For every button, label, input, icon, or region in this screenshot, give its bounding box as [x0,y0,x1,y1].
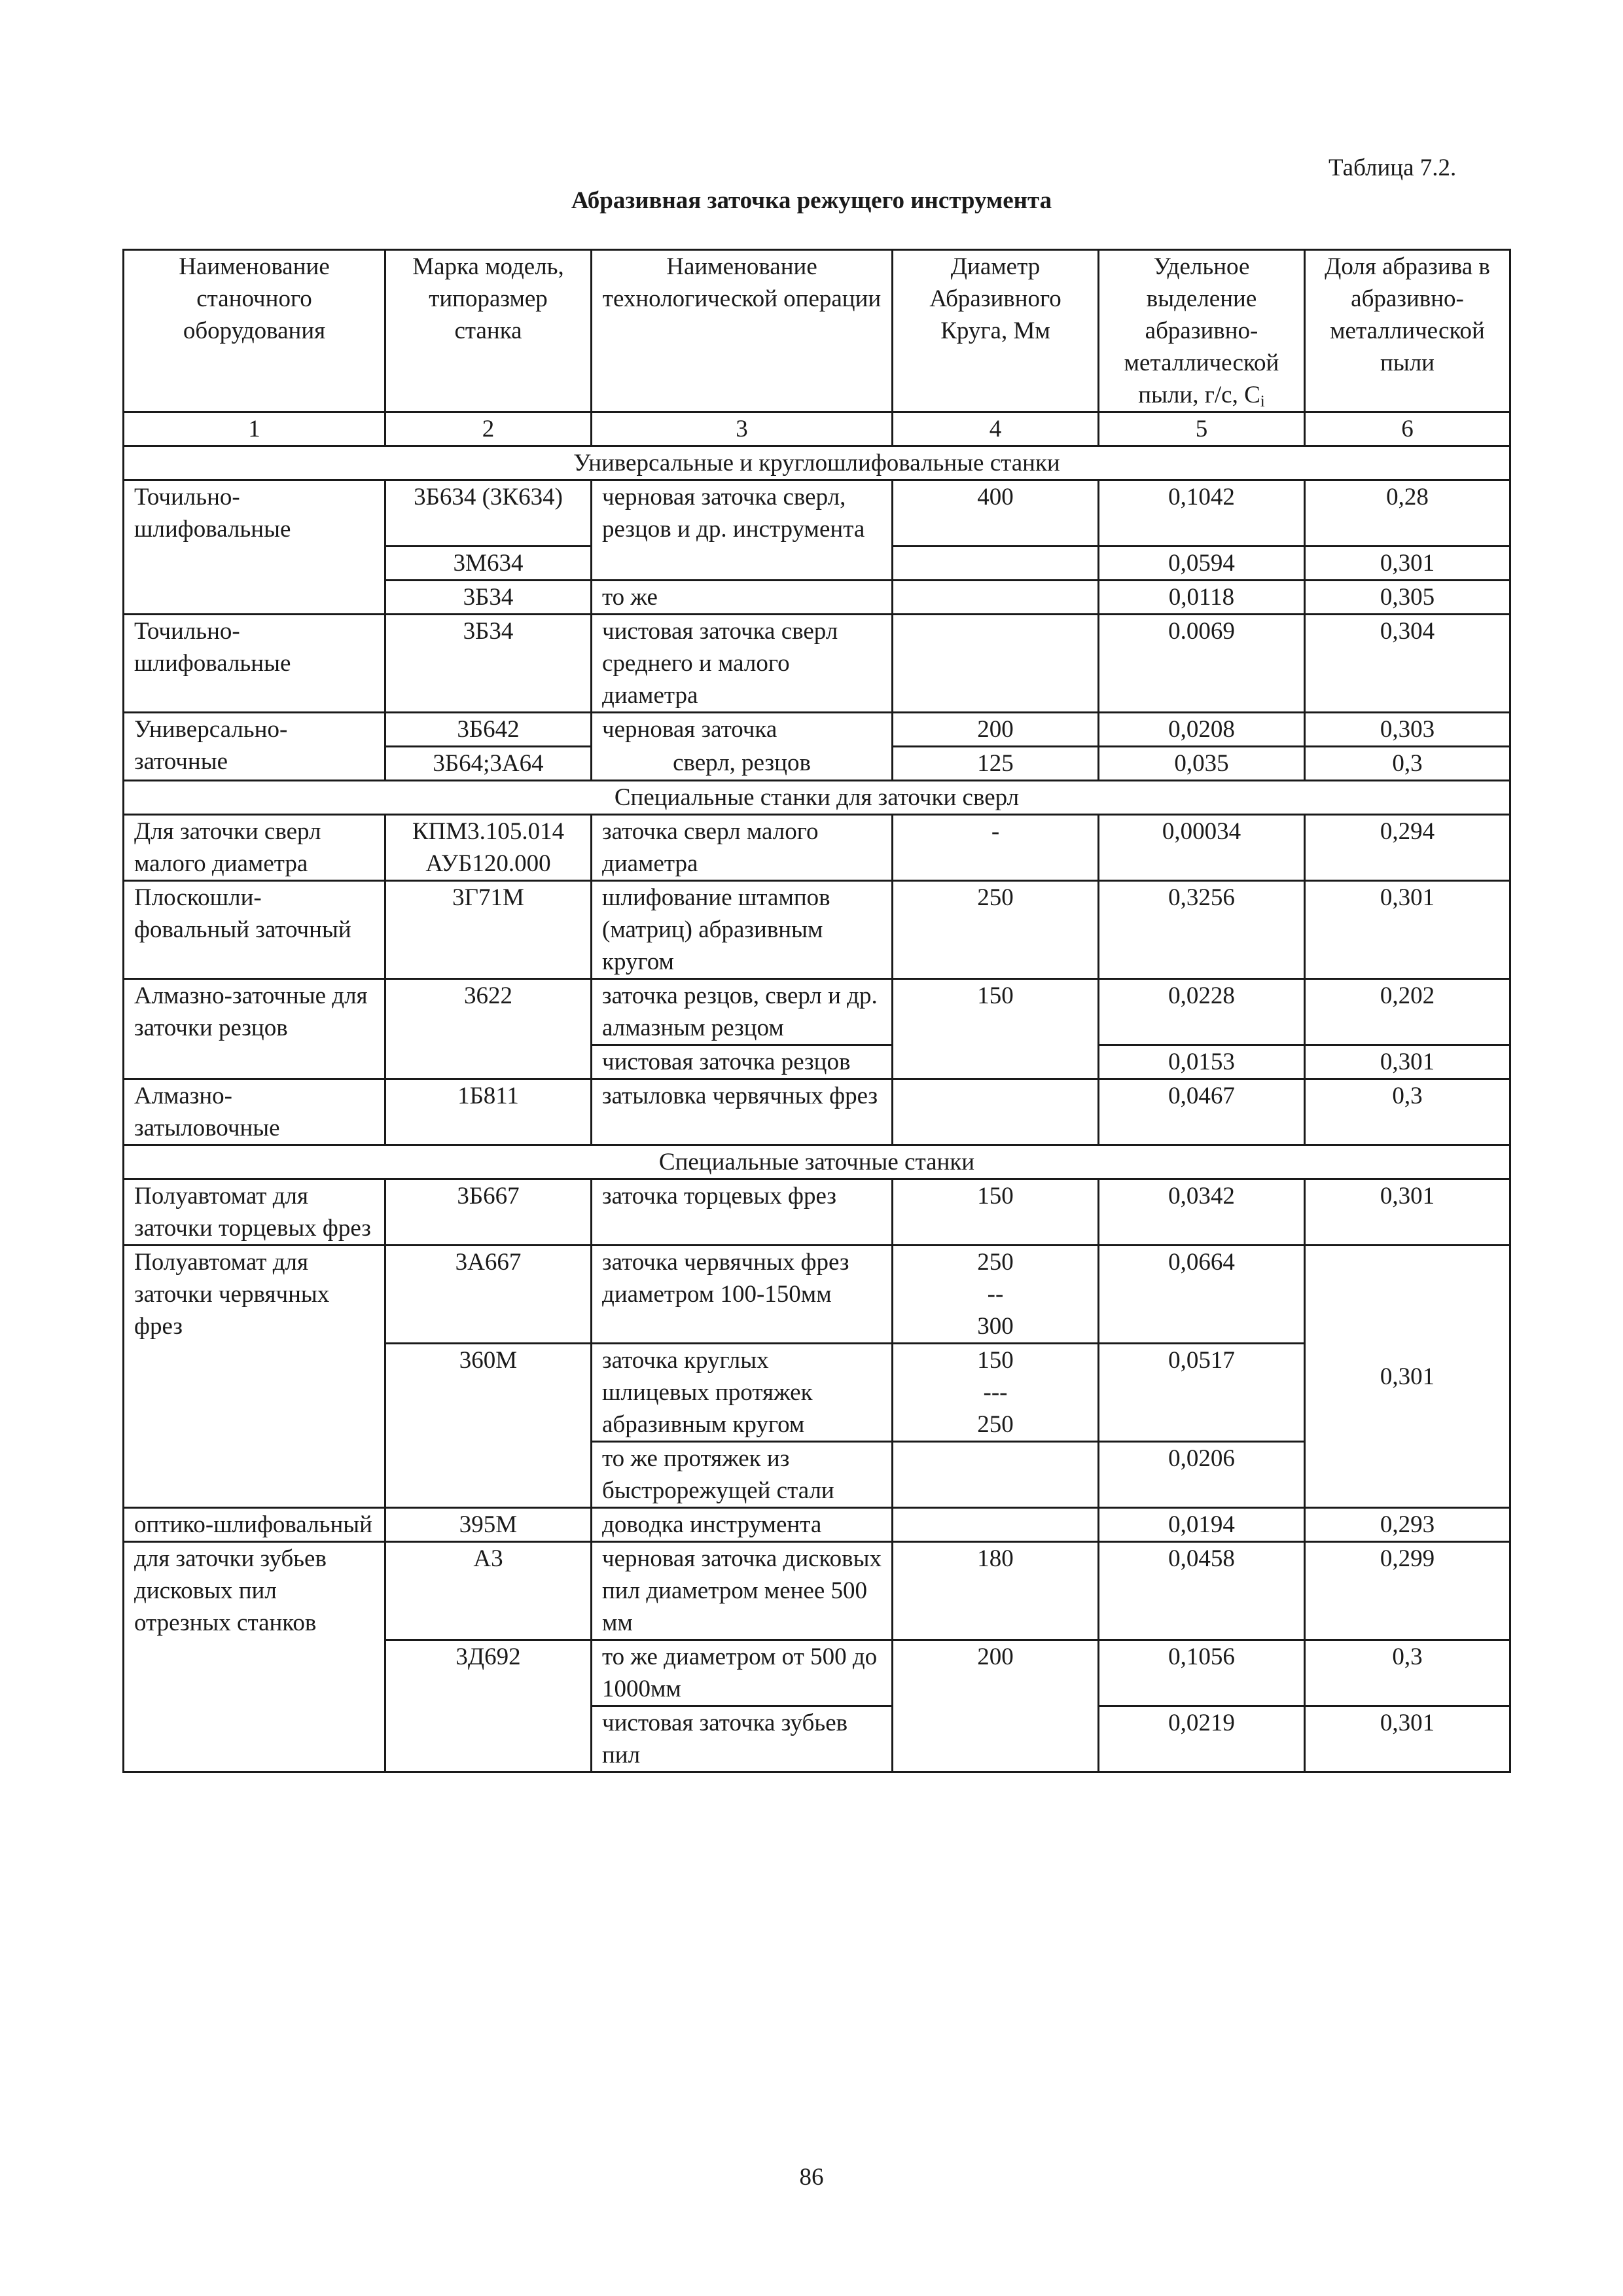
cell-operation: черновая заточка [592,713,893,747]
section-title: Универсальные и круглошлифовальные станки [124,446,1510,480]
cell-operation: чистовая заточка сверл среднего и малого диаметра [592,615,893,713]
header-equipment: Наименование станочного оборудования [124,250,385,412]
cell-equipment: Точильно-шлифовальные [124,480,385,615]
cell-operation: шлифование штампов (матриц) абразивным кругом [592,881,893,979]
section-row [124,781,1510,815]
cell-equipment: Точильно-шлифовальные [124,615,385,713]
cell-share: 0,301 [1305,1179,1510,1246]
cell-emission: 0,0342 [1099,1179,1305,1246]
section-title: Специальные станки для заточки сверл [124,781,1510,815]
cell-model: А3 [385,1542,592,1640]
cell-share: 0,3 [1305,1640,1510,1706]
cell-operation: заточка сверл малого диаметра [592,815,893,881]
table-title: Абразивная заточка режущего инструмента [571,187,1052,214]
cell-model: 3Б34 [385,615,592,713]
cell-model: 3Б642 [385,713,592,747]
cell-share: 0,28 [1305,480,1510,547]
cell-operation: чистовая заточка резцов [592,1045,893,1079]
cell-operation: заточка резцов, сверл и др. алмазным резцом [592,979,893,1045]
cell-model: 3Б34 [385,581,592,615]
table-row [124,480,1510,547]
cell-emission: 0,0594 [1099,547,1305,581]
cell-emission: 0,0458 [1099,1542,1305,1640]
cell-diameter: 180 [893,1542,1099,1640]
table-row [124,1508,1510,1542]
cell-diameter: 150 [893,979,1099,1079]
cell-emission: 0,0228 [1099,979,1305,1045]
header-emission-subscript: i [1260,393,1265,410]
header-diameter: Диаметр Абразивного Круга, Мм [893,250,1099,412]
cell-model: 3Г71М [385,881,592,979]
cell-emission: 0,035 [1099,747,1305,781]
column-number: 4 [893,412,1099,446]
cell-operation: заточка торцевых фрез [592,1179,893,1246]
cell-emission: 0,0153 [1099,1045,1305,1079]
cell-diameter [893,1508,1099,1542]
cell-emission: 0,00034 [1099,815,1305,881]
table-row [124,713,1510,747]
cell-model: 1Б811 [385,1079,592,1145]
cell-operation: сверл, резцов [592,747,893,781]
cell-emission: 0,0118 [1099,581,1305,615]
table-row [124,979,1510,1045]
cell-diameter [893,615,1099,713]
cell-operation: то же протяжек из быстрорежущей стали [592,1442,893,1508]
cell-share: 0,202 [1305,979,1510,1045]
cell-model: 3Б634 (3К634) [385,480,592,547]
cell-equipment: Для заточки сверл малого диаметра [124,815,385,881]
cell-share: 0,305 [1305,581,1510,615]
cell-model: КПМ3.105.014 АУБ120.000 [385,815,592,881]
table-row [124,1542,1510,1640]
cell-emission: 0,3256 [1099,881,1305,979]
cell-emission: 0,1056 [1099,1640,1305,1706]
cell-model: 3Б64;3А64 [385,747,592,781]
section-title: Специальные заточные станки [124,1145,1510,1179]
header-operation: Наименование технологической операции [592,250,893,412]
cell-model: 395М [385,1508,592,1542]
cell-emission: 0,0219 [1099,1706,1305,1772]
cell-operation: то же диаметром от 500 до 1000мм [592,1640,893,1706]
section-row [124,446,1510,480]
cell-share: 0,301 [1305,881,1510,979]
header-emission [1099,250,1305,412]
cell-equipment: Алмазно-затыловочные [124,1079,385,1145]
table-header-row [124,250,1510,412]
cell-operation: затыловка червячных фрез [592,1079,893,1145]
header-emission-text: Удельное выделение абразивно-металлической пыли, г/с, C [1124,253,1279,408]
cell-equipment: Полуавтомат для заточки торцевых фрез [124,1179,385,1246]
table-caption-label: Таблица 7.2. [1329,154,1457,181]
cell-share: 0,3 [1305,1079,1510,1145]
cell-share: 0,301 [1305,1246,1510,1508]
cell-diameter: 200 [893,713,1099,747]
table-row [124,1079,1510,1145]
cell-equipment: Плоскошли-фовальный заточный [124,881,385,979]
header-share: Доля абразива в абразивно-металлической пыли [1305,250,1510,412]
cell-share: 0,303 [1305,713,1510,747]
cell-model: 3Б667 [385,1179,592,1246]
cell-diameter: 250 [893,881,1099,979]
column-number: 2 [385,412,592,446]
cell-share: 0,301 [1305,547,1510,581]
cell-equipment: Универсально-заточные [124,713,385,781]
cell-diameter [893,581,1099,615]
column-number: 5 [1099,412,1305,446]
table-row [124,815,1510,881]
cell-model: 3М634 [385,547,592,581]
cell-model: 3А667 [385,1246,592,1344]
column-number-row [124,412,1510,446]
cell-emission: 0,0664 [1099,1246,1305,1344]
cell-share: 0,294 [1305,815,1510,881]
cell-emission: 0,0208 [1099,713,1305,747]
cell-operation: черновая заточка сверл, резцов и др. инструмента [592,480,893,581]
cell-emission: 0,0206 [1099,1442,1305,1508]
cell-equipment: оптико-шлифовальный [124,1508,385,1542]
cell-model: 360М [385,1344,592,1508]
cell-share: 0,301 [1305,1045,1510,1079]
column-number: 3 [592,412,893,446]
cell-share: 0,3 [1305,747,1510,781]
cell-emission: 0.0069 [1099,615,1305,713]
cell-diameter: - [893,815,1099,881]
table-row [124,1179,1510,1246]
table-row [124,615,1510,713]
cell-share: 0,304 [1305,615,1510,713]
column-number: 6 [1305,412,1510,446]
cell-operation: черновая заточка дисковых пил диаметром менее 500 мм [592,1542,893,1640]
cell-diameter: 150 --- 250 [893,1344,1099,1442]
cell-operation: чистовая заточка зубьев пил [592,1706,893,1772]
cell-emission: 0,0194 [1099,1508,1305,1542]
cell-model: 3Д692 [385,1640,592,1772]
cell-diameter: 200 [893,1640,1099,1772]
cell-operation: заточка червячных фрез диаметром 100-150мм [592,1246,893,1344]
section-row [124,1145,1510,1179]
cell-emission: 0,0467 [1099,1079,1305,1145]
cell-emission: 0,1042 [1099,480,1305,547]
cell-equipment: Полуавтомат для заточки червячных фрез [124,1246,385,1508]
table-row [124,881,1510,979]
cell-diameter [893,1079,1099,1145]
data-table [122,249,1511,1773]
cell-emission: 0,0517 [1099,1344,1305,1442]
cell-operation: доводка инструмента [592,1508,893,1542]
header-model: Марка модель, типоразмер станка [385,250,592,412]
cell-equipment: Алмазно-заточные для заточки резцов [124,979,385,1079]
cell-equipment: для заточки зубьев дисковых пил отрезных станков [124,1542,385,1772]
cell-operation: то же [592,581,893,615]
cell-diameter: 150 [893,1179,1099,1246]
cell-share: 0,299 [1305,1542,1510,1640]
cell-diameter [893,547,1099,581]
cell-diameter [893,1442,1099,1508]
cell-operation: заточка круглых шлицевых протяжек абразивным кругом [592,1344,893,1442]
cell-diameter: 125 [893,747,1099,781]
page-number: 86 [799,2164,824,2191]
cell-model: 3622 [385,979,592,1079]
cell-diameter: 250 -- 300 [893,1246,1099,1344]
cell-share: 0,293 [1305,1508,1510,1542]
table-row [124,1246,1510,1344]
column-number: 1 [124,412,385,446]
cell-diameter: 400 [893,480,1099,547]
cell-share: 0,301 [1305,1706,1510,1772]
